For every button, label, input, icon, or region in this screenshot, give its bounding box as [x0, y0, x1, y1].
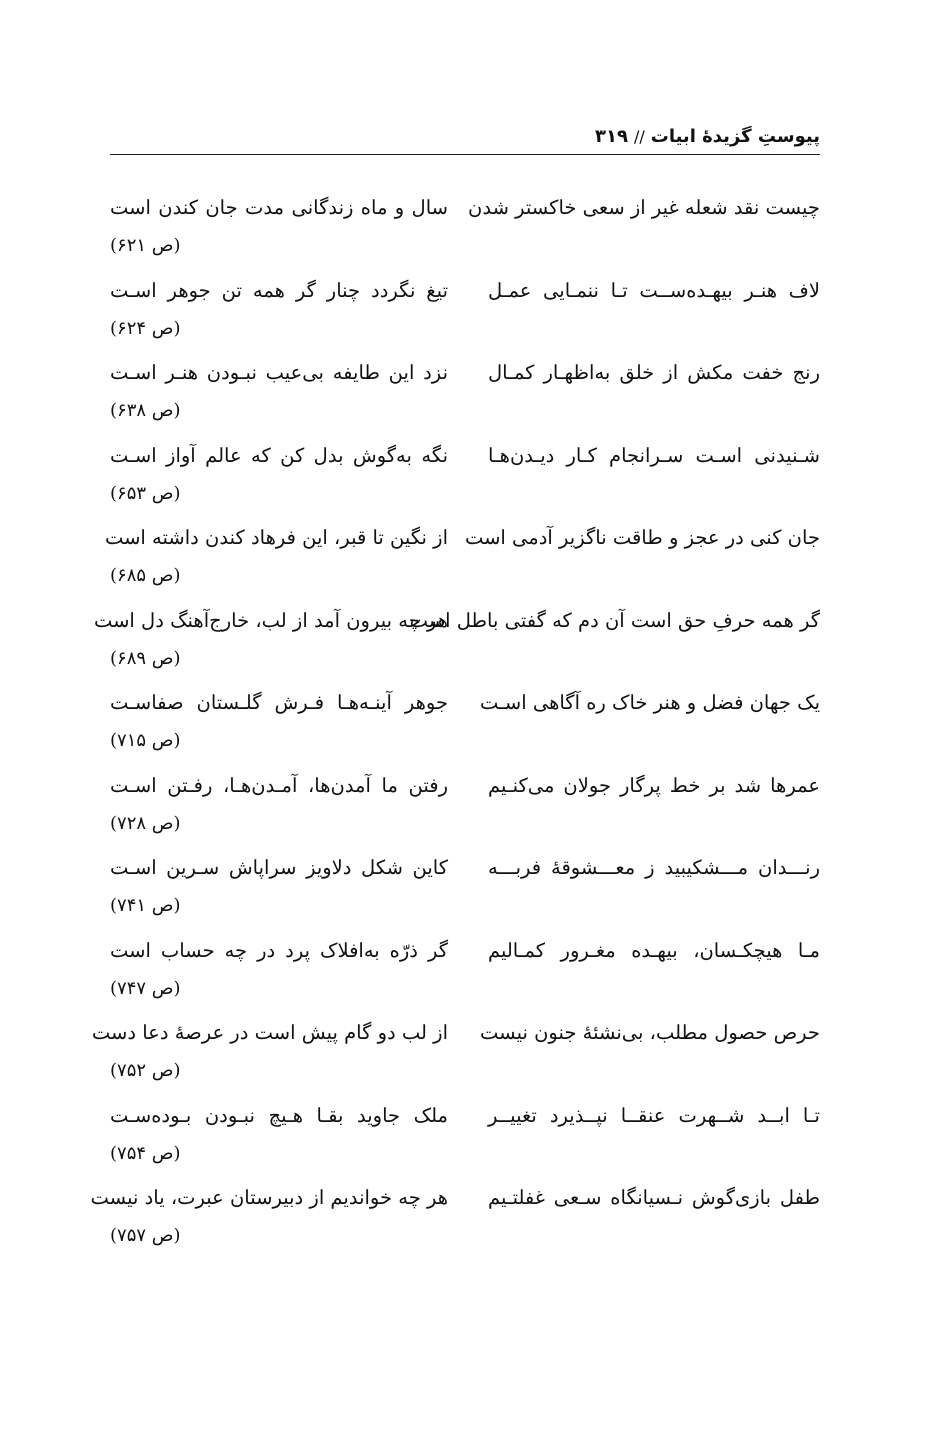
- header-rule: [110, 154, 820, 155]
- verse-entry: [90, 1178, 820, 1261]
- verse-entry: [110, 188, 820, 271]
- verse-second-hemistich: نزد این طایفه بی‌عیب نبـودن هنـر اسـت: [110, 361, 448, 384]
- verse-entry: [91, 1013, 820, 1096]
- verse-first-hemistich: چیست نقد شعله غیر از سعی خاکستر شدن: [468, 196, 820, 219]
- verse-page-reference: (ص ۶۲۴): [110, 317, 181, 339]
- verse-first-hemistich: گر همه حرفِ حق است آن دم که گفتی باطل است: [409, 608, 820, 632]
- running-header: [110, 118, 820, 156]
- verse-second-hemistich: تیغ نگردد چنار گر همه تن جوهر اسـت: [110, 278, 448, 302]
- verse-second-hemistich: جوهر آینـه‌هـا فـرش گلـستان صفاسـت: [110, 691, 448, 714]
- verse-page-reference: (ص ۷۲۸): [110, 812, 181, 834]
- verse-second-hemistich: رفتن ما آمدن‌ها، آمـدن‌هـا، رفـتن اسـت: [110, 773, 448, 797]
- verse-entry: [110, 436, 820, 519]
- verse-first-hemistich: تـا ابــد شــهرت عنقــا نپــذیرد تغییــر: [488, 1103, 820, 1127]
- verse-page-reference: (ص ۶۳۸): [110, 400, 181, 421]
- verse-page-reference: (ص ۶۸۵): [110, 565, 181, 586]
- verse-second-hemistich: کاین شکل دلاویز سراپاش سـرین اسـت: [110, 856, 448, 879]
- verse-entry: [110, 353, 820, 436]
- header-title: پیوستِ گزیدهٔ ابیات: [650, 126, 820, 147]
- verse-page-reference: (ص ۷۱۵): [110, 730, 181, 751]
- verse-first-hemistich: رنـــدان مـــشکیبید ز معـــشوقهٔ فربـــه: [488, 856, 820, 879]
- verse-entry: [110, 931, 820, 1014]
- verse-page-reference: (ص ۷۴۱): [110, 895, 181, 916]
- verse-first-hemistich: شـنیدنی اسـت سـرانجام کـار دیـدن‌هـا: [488, 443, 820, 467]
- verse-first-hemistich: حرص حصول مطلب، بی‌نشئهٔ جنون نیست: [480, 1021, 820, 1044]
- verse-second-hemistich: ملک جاوید بقـا هـیچ نبـودن بـوده‌سـت: [110, 1103, 448, 1127]
- verse-entry: [93, 601, 820, 684]
- verse-second-hemistich: هر چه خواندیم از دبیرستان عبرت، یاد نیست: [90, 1186, 448, 1209]
- verse-page-reference: (ص ۶۵۳): [110, 482, 181, 504]
- verse-second-hemistich: سال و ماه زندگانی مدت جان کندن است: [110, 196, 448, 219]
- verse-entry: [104, 518, 820, 601]
- verse-first-hemistich: مـا هیچکـسان، بیهـده مغـرور کمـالیم: [488, 938, 820, 962]
- verse-entry: [110, 683, 820, 766]
- verse-page-reference: (ص ۷۵۲): [110, 1060, 181, 1081]
- verse-entry: [110, 848, 820, 931]
- page-number: ۳۱۹: [594, 126, 628, 147]
- verse-first-hemistich: عمرها شد بر خط پرگار جولان می‌کنـیم: [488, 773, 820, 797]
- verse-second-hemistich: گر ذرّه به‌افلاک پرد در چه حساب است: [110, 938, 448, 962]
- verse-second-hemistich: از نگین تا قبر، این فرهاد کندن داشته است: [104, 526, 448, 549]
- verse-first-hemistich: رنج خفت مکش از خلق به‌اظهـار کمـال: [488, 361, 820, 384]
- verse-second-hemistich: نگه به‌گوش بدل کن که عالم آواز اسـت: [110, 443, 448, 467]
- verse-entry: [110, 1096, 820, 1179]
- header-separator: //: [633, 127, 645, 146]
- verse-first-hemistich: جان کنی در عجز و طاقت ناگزیر آدمی است: [464, 526, 820, 549]
- verse-page-reference: (ص ۷۵۷): [110, 1225, 181, 1246]
- verse-second-hemistich: هر چه بیرون آمد از لب، خارج‌آهنگ دل است: [93, 608, 448, 632]
- verse-first-hemistich: طفل بازی‌گوش نـسیانگاه سـعی غفلتـیم: [488, 1186, 820, 1209]
- verse-first-hemistich: لاف هنـر بیهـده‌ســت تـا ننمـایی عمـل: [488, 278, 820, 302]
- verse-second-hemistich: از لب دو گام پیش است در عرصهٔ دعا دست: [91, 1021, 448, 1044]
- verse-page-reference: (ص ۶۸۹): [110, 647, 181, 669]
- verse-page-reference: (ص ۷۵۴): [110, 1142, 181, 1164]
- verse-list: [90, 188, 820, 1261]
- verse-entry: [110, 766, 820, 849]
- verse-entry: [110, 271, 820, 354]
- verse-page-reference: (ص ۷۴۷): [110, 977, 181, 999]
- verse-first-hemistich: یک جهان فضل و هنر خاک ره آگاهی اسـت: [480, 691, 820, 714]
- verse-page-reference: (ص ۶۲۱): [110, 235, 181, 256]
